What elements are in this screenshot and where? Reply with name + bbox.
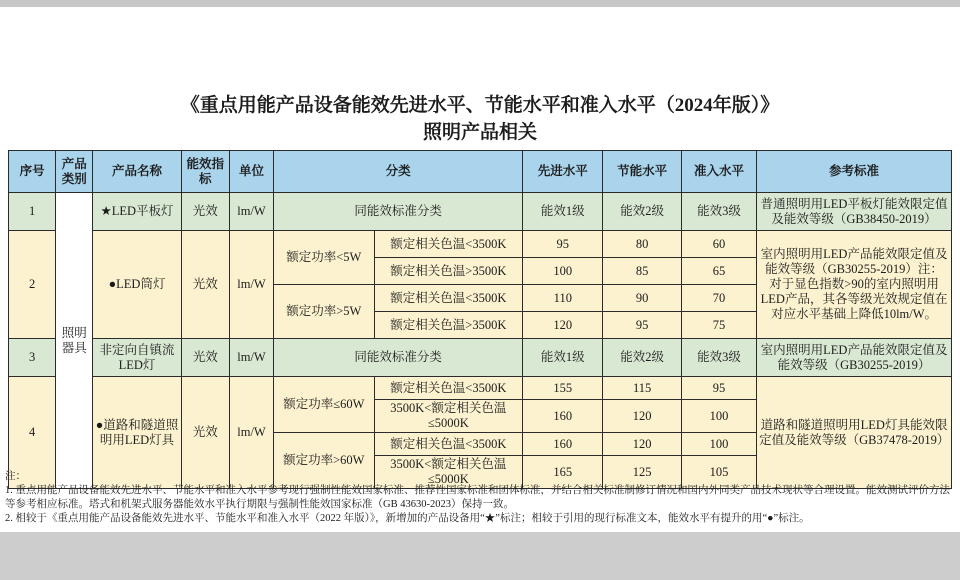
cell-saving: 95 [603, 312, 681, 339]
cell-product-name: ●LED筒灯 [93, 231, 181, 339]
cell-power-group: 额定功率≤60W [274, 377, 374, 433]
scan-top-margin [0, 0, 960, 7]
cell-seq: 3 [9, 339, 56, 377]
cell-saving: 85 [603, 258, 681, 285]
cell-saving: 80 [603, 231, 681, 258]
table-row-self-ballasted-led [9, 339, 952, 377]
cell-advanced: 120 [523, 312, 603, 339]
cell-cct: 额定相关色温>3500K [374, 312, 523, 339]
cell-advanced: 95 [523, 231, 603, 258]
cell-unit: lm/W [229, 377, 273, 489]
document-title [0, 92, 960, 146]
cell-unit: lm/W [229, 231, 273, 339]
cell-indicator: 光效 [181, 231, 229, 339]
footnote-1: 1. 重点用能产品设备能效先进水平、节能水平和准入水平参考现行强制性能效国家标准、推荐性国家标准和团体标准，并结合相关标准制修订情况和国内外同类产品技术现状等合理设置。能效测试评价方法等参考相应标准。塔式和机架式服务器能效水平执行期限与强制性能效国家标准（GB 43630-2023）保持一致。 [5, 485, 950, 510]
cell-entry: 105 [681, 456, 756, 489]
cell-advanced: 能效1级 [523, 193, 603, 231]
energy-efficiency-table [8, 150, 952, 489]
cell-product-name: 非定向自镇流LED灯 [93, 339, 181, 377]
col-header-unit: 单位 [229, 151, 273, 193]
cell-reference: 道路和隧道照明用LED灯具能效限定值及能效等级（GB37478-2019） [757, 377, 952, 489]
cell-classification: 同能效标准分类 [274, 193, 523, 231]
footnotes [5, 470, 955, 526]
cell-power-group: 额定功率<5W [274, 231, 374, 285]
cell-saving: 115 [603, 377, 681, 400]
footnote-label: 注： [5, 471, 26, 482]
cell-indicator: 光效 [181, 193, 229, 231]
table-row-led-panel [9, 193, 952, 231]
col-header-product-name: 产品名称 [93, 151, 181, 193]
col-header-advanced-level: 先进水平 [523, 151, 603, 193]
cell-reference: 普通照明用LED平板灯能效限定值及能效等级（GB38450-2019） [757, 193, 952, 231]
footnote-2: 2. 相较于《重点用能产品设备能效先进水平、节能水平和准入水平（2022 年版）》，新增加的产品设备用“★”标注；相较于引用的现行标准文本，能效水平有提升的用“●”标注。 [5, 513, 810, 524]
cell-product-name: ★LED平板灯 [93, 193, 181, 231]
cell-cct: 3500K<额定相关色温≤5000K [374, 400, 523, 433]
cell-saving: 能效2级 [603, 339, 681, 377]
cell-entry: 95 [681, 377, 756, 400]
cell-power-group: 额定功率>60W [274, 433, 374, 489]
cell-indicator: 光效 [181, 377, 229, 489]
cell-entry: 能效3级 [681, 193, 756, 231]
cell-advanced: 155 [523, 377, 603, 400]
cell-entry: 100 [681, 433, 756, 456]
cell-saving: 120 [603, 433, 681, 456]
cell-advanced: 160 [523, 433, 603, 456]
document-title-line2: 照明产品相关 [422, 122, 537, 143]
cell-advanced: 160 [523, 400, 603, 433]
cell-reference: 室内照明用LED产品能效限定值及能效等级（GB30255-2019）注：对于显色指数>90的室内照明用LED产品，其各等级光效规定值在对应水平基础上降低10lm/W。 [757, 231, 952, 339]
cell-unit: lm/W [229, 193, 273, 231]
cell-saving: 125 [603, 456, 681, 489]
document-title-line1: 《重点用能产品设备能效先进水平、节能水平和准入水平（2024年版）》 [180, 95, 780, 116]
cell-indicator: 光效 [181, 339, 229, 377]
cell-cct: 额定相关色温<3500K [374, 433, 523, 456]
cell-cct: 额定相关色温<3500K [374, 377, 523, 400]
cell-seq: 1 [9, 193, 56, 231]
cell-entry: 65 [681, 258, 756, 285]
cell-entry: 70 [681, 285, 756, 312]
col-header-entry-level: 准入水平 [681, 151, 756, 193]
cell-saving: 120 [603, 400, 681, 433]
col-header-indicator: 能效指标 [181, 151, 229, 193]
scan-bottom-margin [0, 532, 960, 580]
table-row-road-tunnel-led-sub1 [9, 377, 952, 400]
cell-product-category: 照明器具 [56, 193, 93, 489]
col-header-reference: 参考标准 [757, 151, 952, 193]
cell-cct: 额定相关色温<3500K [374, 231, 523, 258]
col-header-seq: 序号 [9, 151, 56, 193]
col-header-category: 产品类别 [56, 151, 93, 193]
cell-seq: 4 [9, 377, 56, 489]
col-header-saving-level: 节能水平 [603, 151, 681, 193]
cell-cct: 额定相关色温<3500K [374, 285, 523, 312]
cell-advanced: 能效1级 [523, 339, 603, 377]
cell-classification: 同能效标准分类 [274, 339, 523, 377]
cell-entry: 100 [681, 400, 756, 433]
cell-unit: lm/W [229, 339, 273, 377]
cell-seq: 2 [9, 231, 56, 339]
cell-product-name: ●道路和隧道照明用LED灯具 [93, 377, 181, 489]
cell-advanced: 100 [523, 258, 603, 285]
cell-power-group: 额定功率>5W [274, 285, 374, 339]
cell-entry: 75 [681, 312, 756, 339]
cell-cct: 额定相关色温>3500K [374, 258, 523, 285]
col-header-classification: 分类 [274, 151, 523, 193]
cell-entry: 能效3级 [681, 339, 756, 377]
cell-reference: 室内照明用LED产品能效限定值及能效等级（GB30255-2019） [757, 339, 952, 377]
cell-advanced: 165 [523, 456, 603, 489]
cell-entry: 60 [681, 231, 756, 258]
cell-saving: 90 [603, 285, 681, 312]
cell-advanced: 110 [523, 285, 603, 312]
cell-cct: 3500K<额定相关色温≤5000K [374, 456, 523, 489]
table-header-row [9, 151, 952, 193]
cell-saving: 能效2级 [603, 193, 681, 231]
table-row-led-downlight-sub1 [9, 231, 952, 258]
